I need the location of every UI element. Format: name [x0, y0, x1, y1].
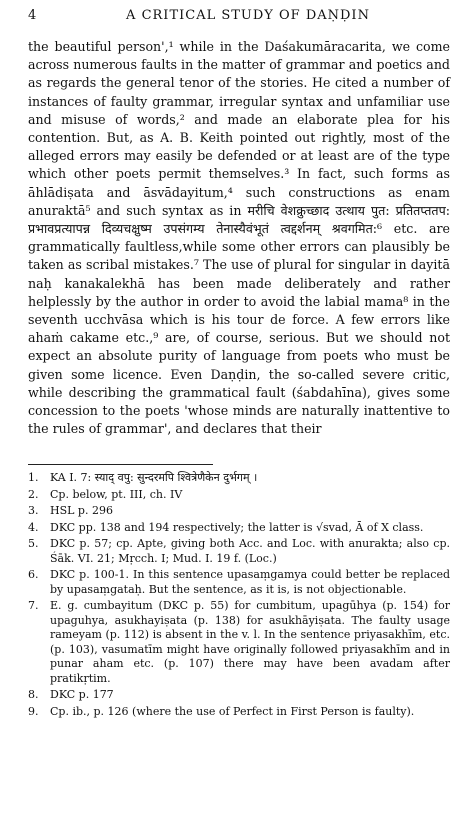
- footnote-number: 3.: [28, 504, 39, 518]
- footnote-item: [28, 688, 450, 703]
- footnote-number: 9.: [28, 704, 39, 718]
- book-page: [0, 4, 464, 834]
- footnote-number: 4.: [28, 520, 39, 534]
- footnote-item: [28, 488, 450, 503]
- footnote-number: 6.: [28, 568, 39, 582]
- footnote-number: 1.: [28, 471, 39, 485]
- footnotes: [28, 471, 450, 719]
- footnote-item: [28, 568, 450, 597]
- footnote-number: 8.: [28, 688, 39, 702]
- footnote-text: Cp. below, pt. III, ch. IV: [50, 487, 183, 501]
- running-title: A CRITICAL STUDY OF DAṆḌIN: [126, 8, 370, 23]
- page-number: 4: [28, 8, 37, 23]
- footnote-item: [28, 471, 450, 486]
- footnote-number: 7.: [28, 599, 39, 613]
- footnote-item: [28, 537, 450, 566]
- footnote-item: [28, 504, 450, 519]
- footnote-text: DKC p. 100-1. In this sentence upasaṃgamya could better be replaced by upasaṃgataḥ. But the sentence, as it is, is not objectionable.: [50, 568, 450, 596]
- footnote-text: DKC p. 57; cp. Apte, giving both Acc. and Loc. with anurakta; also cp. Śāk. VI. 21; Mṛcch. I; Mud. I. 19 f. (Loc.): [50, 537, 450, 565]
- footnote-text: KA I. 7: स्याद् वपु: सुन्दरमपि श्वित्रेणैकेन दुर्भगम् ।: [50, 471, 258, 485]
- footnote-item: [28, 599, 450, 686]
- body-paragraph: the beautiful person',¹ while in the Daśakumāracarita, we come across numerous faults in the matter of grammar and poetics and as regards the general tenor of the stories. He cited a number of instances of faulty grammar, irregular syntax and unfamiliar use and misuse of words,² and made an elaborate plea for his contention. But, as A. B. Keith pointed out rightly, most of the alleged errors may easily be defended or at least are of the type which other poets permit themselves.³ In fact, such forms as āhlādiṣata and āsvādayitum,⁴ such constructions as enam anuraktā⁵ and such syntax as in मरीचि वेशक्रुच्छाद उत्थाय पुत: प्रतितप्ततप: प्रभावप्रत्यापन्न दिव्यचक्षुष्म उपसंगम्य तेनास्यैवंभूतं त्वद्दर्शनम् श्रवगमित:⁶ etc. are grammatically faultless,while some other errors can plausibly be taken as scribal mistakes.⁷ The use of plural for singular in dayitā naḥ kanakalekhā has been made deliberately and rather helplessly by the author in order to avoid the labial mama⁸ in the seventh ucchvāsa which is his tour de force. A few errors like ahaṁ cakame etc.,⁹ are, of course, serious. But we should not expect an absolute purity of language from poets who must be given some licence. Even Daṇḍin, the so-called severe critic, while describing the grammatical fault (śabdahīna), gives some concession to the poets 'whose minds are naturally inattentive to the rules of grammar', and declares that their: [28, 39, 450, 437]
- footnote-number: 2.: [28, 487, 39, 501]
- main-text: [28, 38, 450, 438]
- footnote-text: HSL p. 296: [50, 504, 113, 518]
- footnote-item: [28, 521, 450, 536]
- footnote-item: [28, 705, 450, 720]
- footnote-divider: [28, 464, 213, 465]
- footnote-text: E. g. cumbayitum (DKC p. 55) for cumbitum, upagūhya (p. 154) for upaguhya, asukhayiṣata (p. 138) for asukhāyiṣata. The faulty usage rameyam (p. 112) is absent in the v. l. In the sentence priyasakhīm, etc. (p. 103), vasumatīm might have originally followed priyasakhīm and in punar aham etc. (p. 107) there may have been avadam after pratikṛtim.: [50, 599, 450, 685]
- footnote-text: DKC pp. 138 and 194 respectively; the latter is √svad, Ā of X class.: [50, 520, 424, 534]
- footnote-text: DKC p. 177: [50, 688, 114, 702]
- page-header: [28, 4, 450, 28]
- footnote-number: 5.: [28, 537, 39, 551]
- footnote-text: Cp. ib., p. 126 (where the use of Perfect in First Person is faulty).: [50, 704, 415, 718]
